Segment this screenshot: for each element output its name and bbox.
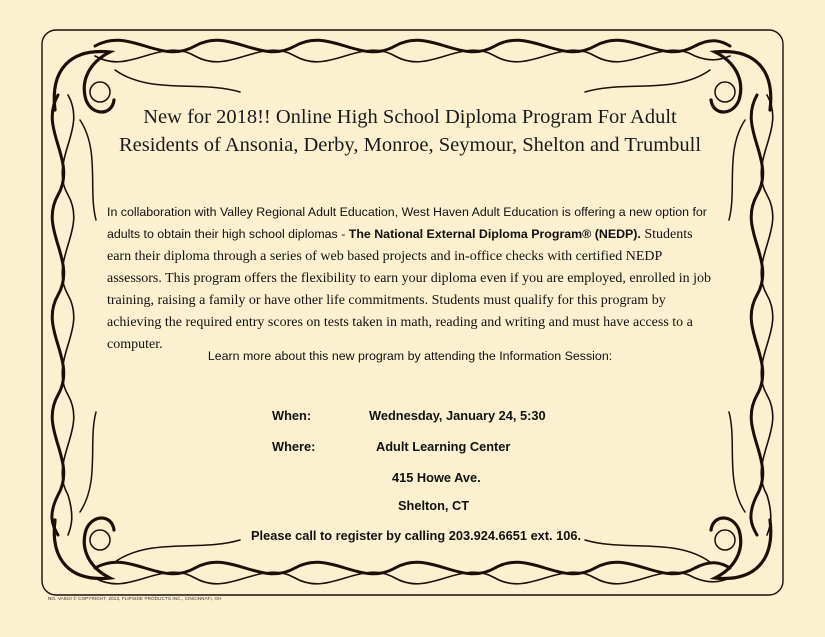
copyright-footer: NO. VA910 © COPYRIGHT, 2013, FLIPSIDE PRODUCTS INC., CINCINNATI, OH <box>48 596 222 601</box>
intro-text-part2: Students earn their diploma through a series of web based projects and in-office checks with certified NEDP assessors. This program offers the flexibility to earn your diploma even if you are employed, enrolled in job training, raising a family or have other life commitments. Students must qualify for this program by achieving the required entry scores on tests taken in math, reading and writing and must have access to a computer. <box>107 227 712 352</box>
intro-paragraph <box>107 201 717 355</box>
when-label: When: <box>272 408 312 423</box>
where-value: Adult Learning Center <box>376 439 511 454</box>
address-line2: Shelton, CT <box>398 498 470 513</box>
register-text: Please call to register by calling 203.924.6651 ext. 106. <box>251 528 582 543</box>
learn-more-text: Learn more about this new program by attending the Information Session: <box>207 349 613 363</box>
intro-text-part1: In collaboration with Valley Regional Adult Education, West Haven Adult Education is offering a new option for adults to obtain their high school diplomas - <box>107 205 707 241</box>
page-title: New for 2018!! Online High School Diploma Program For Adult Residents of Ansonia, Derby, Monroe, Seymour, Shelton and Trumbull <box>118 106 702 156</box>
where-label: Where: <box>272 439 316 454</box>
program-name: The National External Diploma Program® (NEDP). <box>348 227 641 241</box>
address-line1: 415 Howe Ave. <box>392 470 481 485</box>
when-value: Wednesday, January 24, 5:30 <box>369 408 546 423</box>
